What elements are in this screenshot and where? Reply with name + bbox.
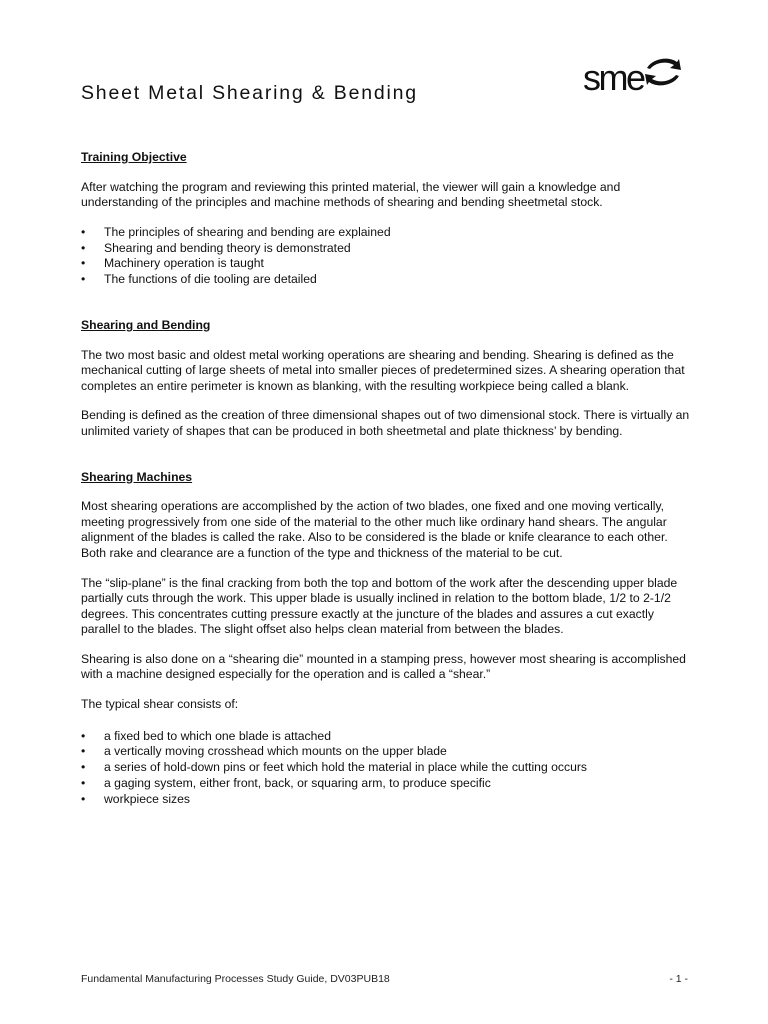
list-item: • Shearing and bending theory is demonstrated (81, 241, 691, 257)
document-body (81, 150, 691, 808)
page-number: - 1 - (669, 973, 688, 985)
section-heading-shearing-machines: Shearing Machines (81, 469, 193, 484)
swoosh-arrows-icon (643, 56, 683, 90)
list-item: • The principles of shearing and bending are explained (81, 225, 691, 241)
paragraph: After watching the program and reviewing this printed material, the viewer will gain a knowledge and understanding of the principles and machine methods of shearing and bending sheetmetal stock. (81, 179, 621, 210)
section-heading-shearing-and-bending: Shearing and Bending (81, 317, 211, 332)
list-item: • workpiece sizes (81, 792, 691, 808)
bullet-list (81, 225, 691, 288)
paragraph: The “slip-plane” is the final cracking from both the top and bottom of the work after the descending upper blade partially cuts through the work. This upper blade is usually inclined in relation to the bottom blade, 1/2 to 2-1/2 degrees. This concentrates cutting pressure exactly at the juncture of the blades and assures a cut exactly parallel to the blades. The slight offset also helps clean material from between the blades. (81, 575, 678, 637)
footer-citation: Fundamental Manufacturing Processes Study Guide, DV03PUB18 (81, 973, 390, 985)
paragraph: Shearing is also done on a “shearing die” mounted in a stamping press, however most shearing is accomplished with a machine designed especially for the operation and is called a “shear.” (81, 651, 686, 682)
paragraph: The typical shear consists of: (81, 697, 239, 712)
list-item: • a fixed bed to which one blade is attached (81, 729, 691, 745)
paragraph: The two most basic and oldest metal working operations are shearing and bending. Shearing is defined as the mechanical cutting of large sheets of metal into smaller pieces of predetermined sizes. A shearing operation that completes an entire perimeter is known as blanking, with the resulting workpiece being called a blank. (81, 347, 685, 393)
list-item: • a vertically moving crosshead which mounts on the upper blade (81, 744, 691, 760)
logo-wordmark: sme (583, 57, 644, 98)
page-title: Sheet Metal Shearing & Bending (81, 82, 418, 104)
list-item: • Machinery operation is taught (81, 256, 691, 272)
bullet-list (81, 729, 691, 808)
section-heading-training-objective: Training Objective (81, 150, 187, 164)
sme-logo (583, 56, 687, 102)
list-item: • a series of hold-down pins or feet which hold the material in place while the cutting occurs (81, 760, 691, 776)
list-item: • a gaging system, either front, back, or squaring arm, to produce specific (81, 776, 691, 792)
paragraph: Most shearing operations are accomplished by the action of two blades, one fixed and one moving vertically, meeting progressively from one side of the material to the other much like ordinary hand shears. The angular alignment of the blades is called the rake. Also to be considered is the blade or knife clearance to each other. Both rake and clearance are a function of the type and thickness of the material to be cut. (81, 499, 668, 560)
list-item: • The functions of die tooling are detailed (81, 272, 691, 288)
paragraph: Bending is defined as the creation of three dimensional shapes out of two dimensional stock. There is virtually an unlimited variety of shapes that can be produced in both sheetmetal and plate thickness’ by bending. (81, 408, 690, 438)
